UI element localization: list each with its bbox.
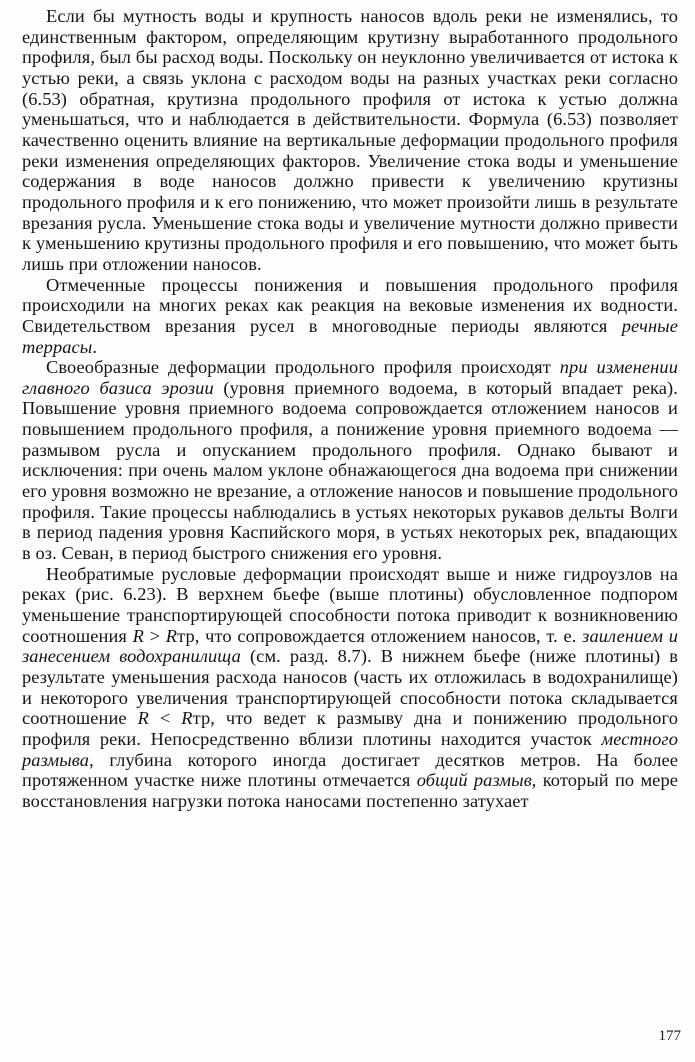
text-run: Необратимые русловые деформации происходят выше и ниже гидроузлов на реках (рис. 6.23). В верхнем бьефе (выше плотины) обусловленное подпором уменьшение транспортирующей способности потока приводит к возникновению соотношения [22, 563, 678, 646]
paragraph [22, 275, 678, 358]
text-run: , который по мере восстановления нагрузки потока наносами постепенно затухает [22, 770, 678, 811]
text-run: < [148, 708, 182, 729]
italic-term: местного размыва [22, 728, 678, 770]
italic-term: R [165, 625, 178, 646]
italic-term: R [181, 708, 193, 729]
italic-term: R [132, 625, 144, 646]
body-text [22, 6, 678, 812]
italic-term: речные террасы [22, 315, 678, 357]
text-run: (уровня приемного водоема, в который впадает река). Повышение уровня приемного водоема сопровождается отложением наносов и повышением продольного профиля, а понижение уровня приемного водоема — размывом русла и опусканием продольного профиля. Однако бывают и исключения: при очень малом уклоне обнажающегося дна водоема при снижении его уровня возможно не врезание, а отложение наносов и повышение продольного профиля. Такие процессы наблюдались в устьях некоторых рукавов дельты Волги в период падения уровня Каспийского моря, в устьях некоторых рек, впадающих в оз. Севан, в период быстрого снижения его уровня. [22, 377, 678, 564]
italic-term: заилением и занесением водохранилища [22, 625, 679, 667]
text-run: Если бы мутность воды и крупность наносов вдоль реки не изменялись, то единственным фактором, определяющим крутизну выработанного продольного профиля, был бы расход воды. Поскольку он неуклонно увеличивается от истока к устью реки, а связь уклона с расходом воды на разных участках реки согласно (6.53) обратная, крутизна продольного профиля от истока к устью должна уменьшаться, что и наблюдается в действительности. Формула (6.53) позволяет качественно оценить влияние на вертикальные деформации продольного профиля реки изменения определяющих факторов. Увеличение стока воды и уменьшение содержания в воде наносов должно привести к увеличению крутизны продольного профиля и к его понижению, что может произойти лишь в результате врезания русла. Уменьшение стока воды и увеличение мутности должно привести к уменьшению крутизны продольного профиля и его повышению, что может быть лишь при отложении наносов. [22, 6, 678, 274]
text-run: тр, что сопровождается отложением наносов, т. е. [177, 625, 583, 646]
text-run: > [143, 625, 166, 646]
paragraph [22, 6, 678, 275]
italic-term: при изменении главного базиса эрозии [22, 357, 678, 398]
text-run: Отмеченные процессы понижения и повышения продольного профиля происходили на многих реках как реакция на вековые изменения их водности. Свидетельством врезания русел в многоводные периоды являются [22, 274, 678, 336]
text-run: , глубина которого иногда достигает десятков метров. На более протяженном участке ниже плотины отмечается [22, 749, 678, 791]
text-run: . [92, 336, 98, 357]
italic-term: общий размыв [416, 770, 532, 791]
text-run: Своеобразные деформации продольного профиля происходят [46, 357, 560, 378]
text-run: тр, что ведет к размыву дна и понижению продольного профиля реки. Непосредственно вблизи плотины находится участок [22, 708, 678, 749]
italic-term: R [137, 708, 149, 729]
page-number: 177 [658, 1028, 681, 1044]
paragraph [22, 564, 678, 812]
paragraph [22, 357, 678, 564]
text-run: (см. разд. 8.7). В нижнем бьефе (ниже плотины) в результате уменьшения расхода наносов (часть их отложилась в водохранилище) и некоторого увеличения транспортирующей способности потока складывается соотношение [22, 646, 679, 729]
